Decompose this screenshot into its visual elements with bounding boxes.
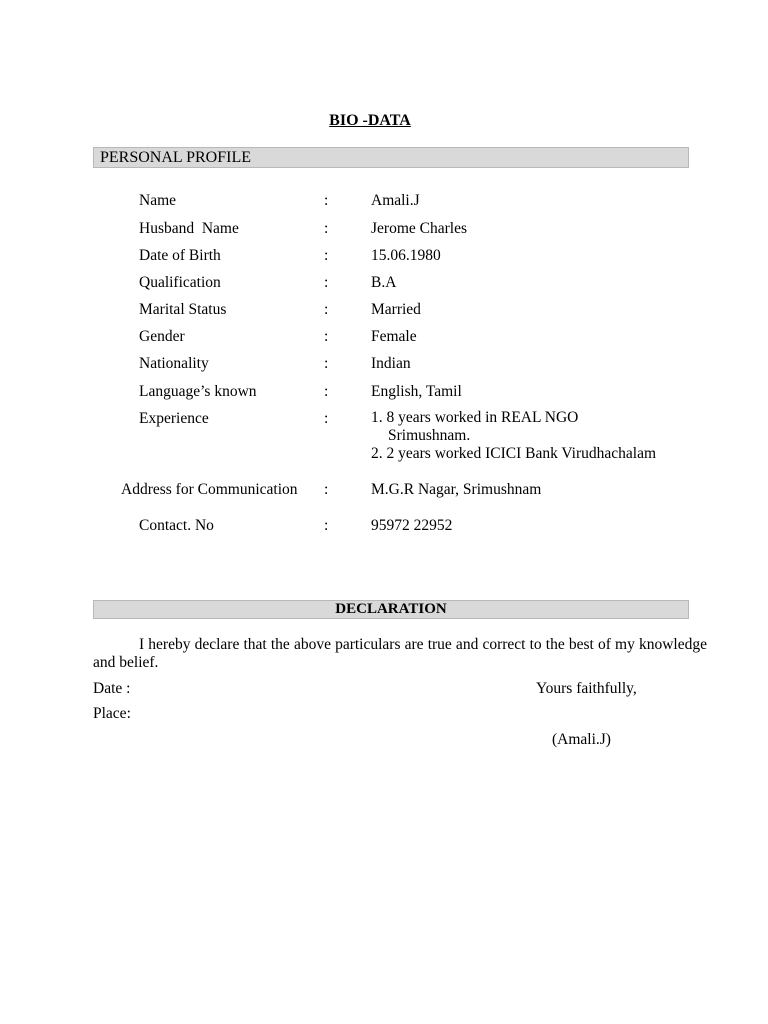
declaration-paragraph	[93, 636, 707, 672]
field-value: Jerome Charles	[371, 220, 467, 237]
field-row-qualification	[0, 273, 768, 293]
personal-profile-heading: PERSONAL PROFILE	[93, 147, 689, 168]
field-separator: :	[324, 517, 329, 534]
declaration-heading: DECLARATION	[93, 600, 689, 619]
experience-item: 1. 8 years worked in REAL NGO	[371, 409, 579, 426]
field-label: Experience	[139, 410, 209, 427]
field-label: Husband Name	[139, 220, 239, 237]
field-label: Marital Status	[139, 301, 227, 318]
field-value: Female	[371, 328, 417, 345]
field-label: Language’s known	[139, 383, 257, 400]
field-separator: :	[324, 247, 329, 264]
field-separator: :	[324, 328, 329, 345]
field-separator: :	[324, 274, 329, 291]
field-row-nationality	[0, 354, 768, 374]
field-separator: :	[324, 220, 329, 237]
field-value: Indian	[371, 355, 411, 372]
experience-item-continuation: Srimushnam.	[388, 427, 471, 444]
field-separator: :	[324, 481, 329, 498]
closing-text: Yours faithfully,	[536, 680, 637, 697]
field-label: Name	[139, 192, 177, 209]
field-label: Date of Birth	[139, 247, 221, 264]
field-value: 15.06.1980	[371, 247, 441, 264]
field-label: Contact. No	[139, 517, 214, 534]
field-value: 95972 22952	[371, 517, 453, 534]
experience-list	[371, 409, 656, 463]
document-title: BIO -DATA	[329, 112, 411, 129]
field-separator: :	[324, 301, 329, 318]
field-row-date-of-birth	[0, 246, 768, 266]
signature-name: (Amali.J)	[552, 731, 611, 748]
experience-item: 2. 2 years worked ICICI Bank Virudhachalam	[371, 445, 657, 462]
field-separator: :	[324, 192, 329, 209]
field-value: Amali.J	[371, 192, 420, 209]
field-separator: :	[324, 410, 329, 427]
field-value: English, Tamil	[371, 383, 462, 400]
field-row-gender	[0, 327, 768, 347]
field-row-address	[0, 480, 768, 500]
field-label: Qualification	[139, 274, 221, 291]
date-label: Date :	[93, 680, 131, 697]
field-label: Address for Communication	[121, 481, 298, 498]
field-separator: :	[324, 383, 329, 400]
field-value: M.G.R Nagar, Srimushnam	[371, 481, 542, 498]
field-separator: :	[324, 355, 329, 372]
field-row-name	[0, 191, 768, 211]
field-row-contact-number	[0, 516, 768, 536]
field-row-languages-known	[0, 382, 768, 402]
field-value: B.A	[371, 274, 397, 291]
field-label: Gender	[139, 328, 185, 345]
field-row-experience	[0, 409, 768, 462]
field-row-marital-status	[0, 300, 768, 320]
place-label: Place:	[93, 705, 131, 722]
field-value: Married	[371, 301, 421, 318]
field-label: Nationality	[139, 355, 209, 372]
field-row-husband-name	[0, 219, 768, 239]
declaration-text: I hereby declare that the above particulars are true and correct to the best of my knowledge and belief.	[93, 636, 707, 671]
